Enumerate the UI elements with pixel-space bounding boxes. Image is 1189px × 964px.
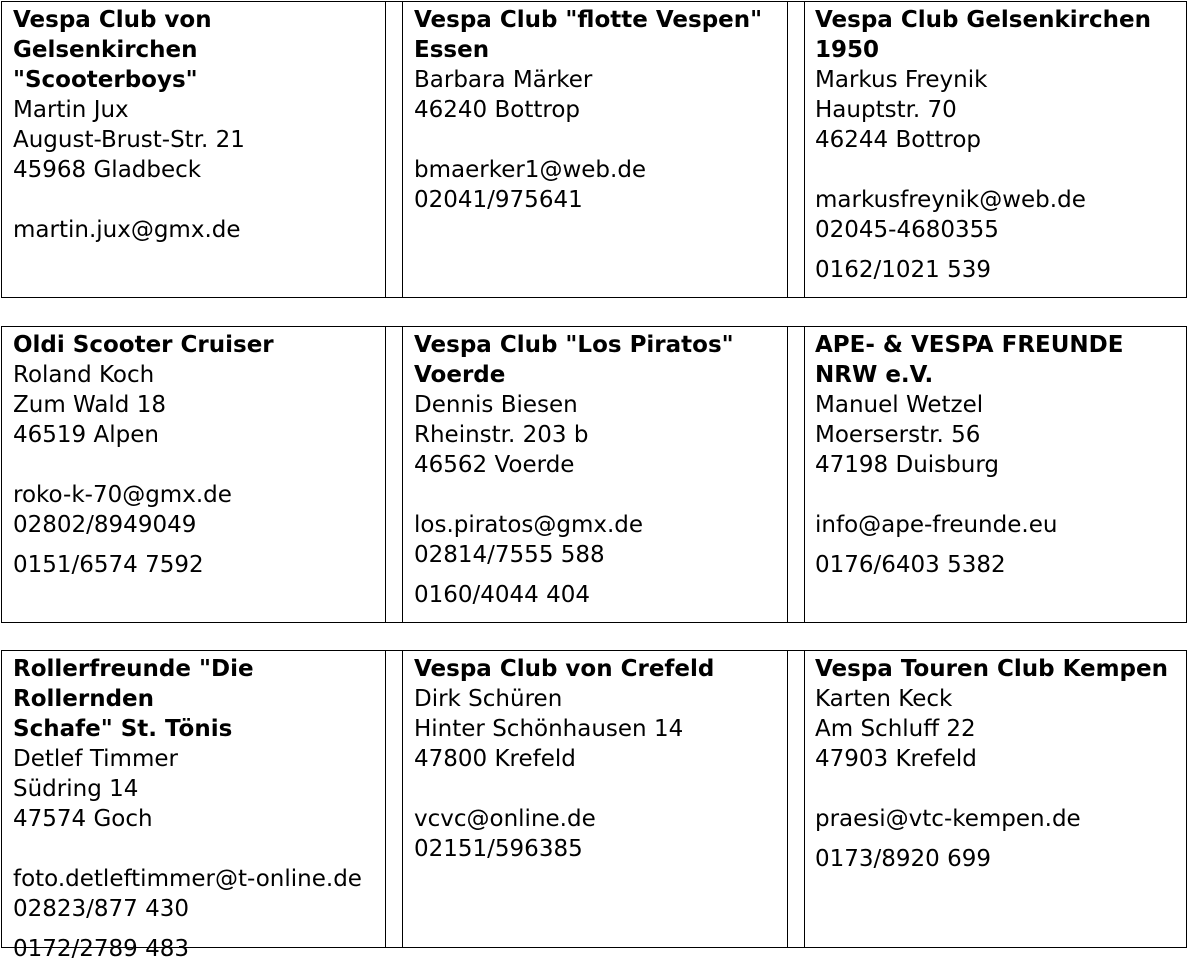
club-name: Vespa Club Gelsenkirchen [815, 7, 1151, 33]
column-separator [787, 327, 805, 622]
spacer [815, 245, 1188, 255]
city: 46244 Bottrop [815, 127, 981, 153]
email-address[interactable]: foto.detleftimmer@t-online.de [13, 866, 362, 892]
phone-number: 02045-4680355 [815, 217, 999, 243]
email-address[interactable]: bmaerker1@web.de [414, 157, 647, 183]
email-address[interactable]: vcvc@online.de [414, 806, 596, 832]
spacer [13, 924, 385, 934]
street-address: Südring 14 [13, 776, 139, 802]
street-address: Hauptstr. 70 [815, 97, 957, 123]
spacer [815, 834, 1188, 844]
club-name: Vespa Touren Club Kempen [815, 656, 1168, 682]
phone-number: 02814/7555 588 [414, 542, 605, 568]
city: 47903 Krefeld [815, 746, 977, 772]
city: 45968 Gladbeck [13, 157, 202, 183]
club-entry [804, 327, 1188, 622]
contact-name: Roland Koch [13, 362, 155, 388]
club-name: Rollerfreunde "Die Rollernden [13, 656, 254, 712]
contact-name: Manuel Wetzel [815, 392, 984, 418]
column-separator [385, 327, 403, 622]
phone-number: 02151/596385 [414, 836, 583, 862]
club-entry [804, 2, 1188, 297]
club-name: APE- & VESPA FREUNDE [815, 332, 1124, 358]
mobile-number: 0162/1021 539 [815, 257, 992, 283]
club-entry [2, 2, 385, 297]
mobile-number: 0172/2789 483 [13, 936, 190, 962]
column-separator [385, 2, 403, 297]
club-row [1, 650, 1187, 962]
contact-name: Markus Freynik [815, 67, 988, 93]
club-name: "Scooterboys" [13, 67, 198, 93]
spacer [815, 155, 1188, 185]
club-entry [2, 651, 385, 962]
phone-number: 02823/877 430 [13, 896, 190, 922]
spacer [13, 450, 385, 480]
email-address[interactable]: los.piratos@gmx.de [414, 512, 644, 538]
email-address[interactable]: praesi@vtc-kempen.de [815, 806, 1081, 832]
mobile-number: 0160/4044 404 [414, 582, 591, 608]
email-address[interactable]: markusfreynik@web.de [815, 187, 1086, 213]
street-address: Zum Wald 18 [13, 392, 166, 418]
contact-name: Dirk Schüren [414, 686, 563, 712]
city: 47574 Goch [13, 806, 153, 832]
spacer [414, 480, 787, 510]
spacer [815, 540, 1188, 550]
club-name: Vespa Club von Crefeld [414, 656, 715, 682]
club-name: 1950 [815, 37, 880, 63]
spacer [414, 125, 787, 155]
contact-name: Martin Jux [13, 97, 129, 123]
club-name: Essen [414, 37, 490, 63]
spacer [13, 540, 385, 550]
club-entry [403, 2, 787, 297]
spacer [13, 185, 385, 215]
email-address[interactable]: info@ape-freunde.eu [815, 512, 1058, 538]
contact-name: Dennis Biesen [414, 392, 578, 418]
club-entry [804, 651, 1188, 947]
contact-name: Barbara Märker [414, 67, 593, 93]
city: 46519 Alpen [13, 422, 159, 448]
column-separator [787, 2, 805, 297]
club-entry [403, 651, 787, 947]
spacer [815, 774, 1188, 804]
mobile-number: 0176/6403 5382 [815, 552, 1006, 578]
contact-name: Karten Keck [815, 686, 953, 712]
contact-name: Detlef Timmer [13, 746, 178, 772]
spacer [815, 480, 1188, 510]
club-name: Voerde [414, 362, 506, 388]
city: 46240 Bottrop [414, 97, 580, 123]
city: 47198 Duisburg [815, 452, 999, 478]
email-address[interactable]: roko-k-70@gmx.de [13, 482, 232, 508]
phone-number: 02802/8949049 [13, 512, 197, 538]
club-name: Vespa Club von Gelsenkirchen [13, 7, 212, 63]
column-separator [787, 651, 805, 947]
club-row [1, 1, 1187, 298]
street-address: Rheinstr. 203 b [414, 422, 589, 448]
club-entry [403, 327, 787, 622]
spacer [414, 570, 787, 580]
street-address: Hinter Schönhausen 14 [414, 716, 684, 742]
city: 47800 Krefeld [414, 746, 576, 772]
club-name: Schafe" St. Tönis [13, 716, 233, 742]
spacer [414, 774, 787, 804]
club-name: Oldi Scooter Cruiser [13, 332, 274, 358]
spacer [13, 834, 385, 864]
street-address: Am Schluff 22 [815, 716, 976, 742]
club-name: Vespa Club "Los Piratos" [414, 332, 734, 358]
email-address[interactable]: martin.jux@gmx.de [13, 217, 241, 243]
mobile-number: 0173/8920 699 [815, 846, 992, 872]
street-address: August-Brust-Str. 21 [13, 127, 245, 153]
column-separator [385, 651, 403, 947]
phone-number: 02041/975641 [414, 187, 583, 213]
club-row [1, 326, 1187, 623]
club-name: Vespa Club "flotte Vespen" [414, 7, 763, 33]
club-name: NRW e.V. [815, 362, 934, 388]
street-address: Moerserstr. 56 [815, 422, 981, 448]
mobile-number: 0151/6574 7592 [13, 552, 204, 578]
club-entry [2, 327, 385, 622]
city: 46562 Voerde [414, 452, 575, 478]
